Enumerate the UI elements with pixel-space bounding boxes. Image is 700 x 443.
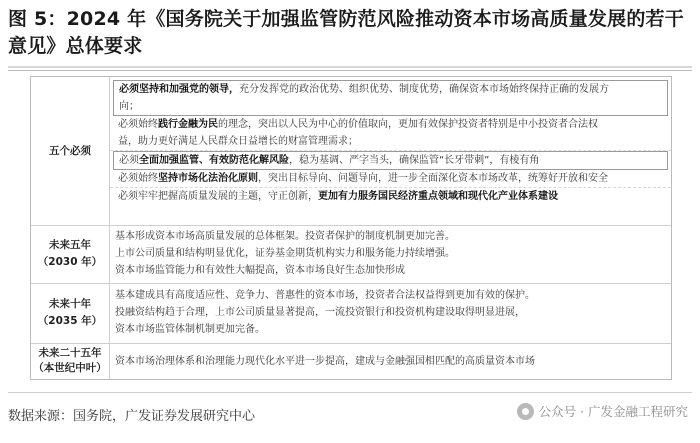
data-source: 数据来源：国务院，广发证券发展研究中心 [8,409,256,424]
table-row [31,343,671,379]
watermark [517,402,688,420]
table-row [31,77,671,226]
row-body [110,225,671,283]
highlight-box [113,151,668,170]
row-label-line: （2030 年） [37,256,103,268]
highlight-box [113,80,668,116]
wechat-icon [517,403,534,420]
figure-title: 图 5：2024 年《国务院关于加强监管防范风险推动资本市场高质量发展的若干意见》总体要求 [8,8,684,57]
requirements-table [30,76,672,380]
text-line: 益，助力更好满足人民群众日益增长的财富管理需求； [110,133,671,151]
text-line: 上市公司质量和结构明显优化，证券基金期货机构实力和服务能力持续增强。 [115,248,455,259]
row-label [31,77,110,225]
text-line: 向； [119,101,139,112]
row-body [110,77,671,225]
footer-divider [8,392,692,393]
watermark-text: 公众号 · 广发金融工程研究 [538,404,688,419]
text-line: 资本市场监管体制机制更加完备。 [115,324,265,335]
row-label-line: 未来十年 [49,298,91,310]
text-line: 基本建成具有高度适应性、竞争力、普惠性的资本市场，投资者合法权益得到更加有效的保护。 [115,290,535,301]
row-body [110,283,671,343]
text-line: 投融资结构趋于合理，上市公司质量显著提高，一流投资银行和投资机构建设取得明显进展， [115,307,525,318]
text-line: 必须始终践行金融为民的理念，突出以人民为中心的价值取向，更加有效保护投资者特别是中小投资者合法权 [118,119,598,130]
row-label-line: 未来二十五年 [38,347,102,359]
title-divider-thin [8,70,692,71]
text-line: 基本形成资本市场高质量发展的总体框架。投资者保护的制度机制更加完善。 [115,231,455,242]
table-row [31,283,671,344]
row-label-line: 五个必须 [49,144,91,157]
row-label [31,343,110,379]
text-line: 必须全面加强监管、有效防范化解风险，稳为基调、严字当头，确保监管“长牙带刺”，有棱有角 [119,155,540,166]
row-label-line: （2035 年） [37,315,103,327]
text-line: 必须坚持和加强党的领导，充分发挥党的政治优势、组织优势、制度优势，确保资本市场始终保持正确的发展方 [119,84,609,95]
table-row [31,225,671,284]
row-label-line: 未来五年 [49,239,91,251]
text-line: 资本市场治理体系和治理能力现代化水平进一步提高，建成与金融强国相匹配的高质量资本市场 [115,355,535,367]
row-label [31,225,110,283]
row-body [110,343,671,379]
row-label-line: （本世纪中叶） [33,362,107,374]
text-line: 必须始终坚持市场化法治化原则，突出目标导向、问题导向，进一步全面深化资本市场改革，统筹好开放和安全 [110,170,671,188]
row-label [31,283,110,343]
text-line: 必须牢牢把握高质量发展的主题，守正创新，更加有力服务国民经济重点领域和现代化产业体系建设 [118,191,558,202]
text-line: 资本市场监管能力和有效性大幅提高，资本市场良好生态加快形成 [115,265,405,276]
title-divider [8,66,692,68]
